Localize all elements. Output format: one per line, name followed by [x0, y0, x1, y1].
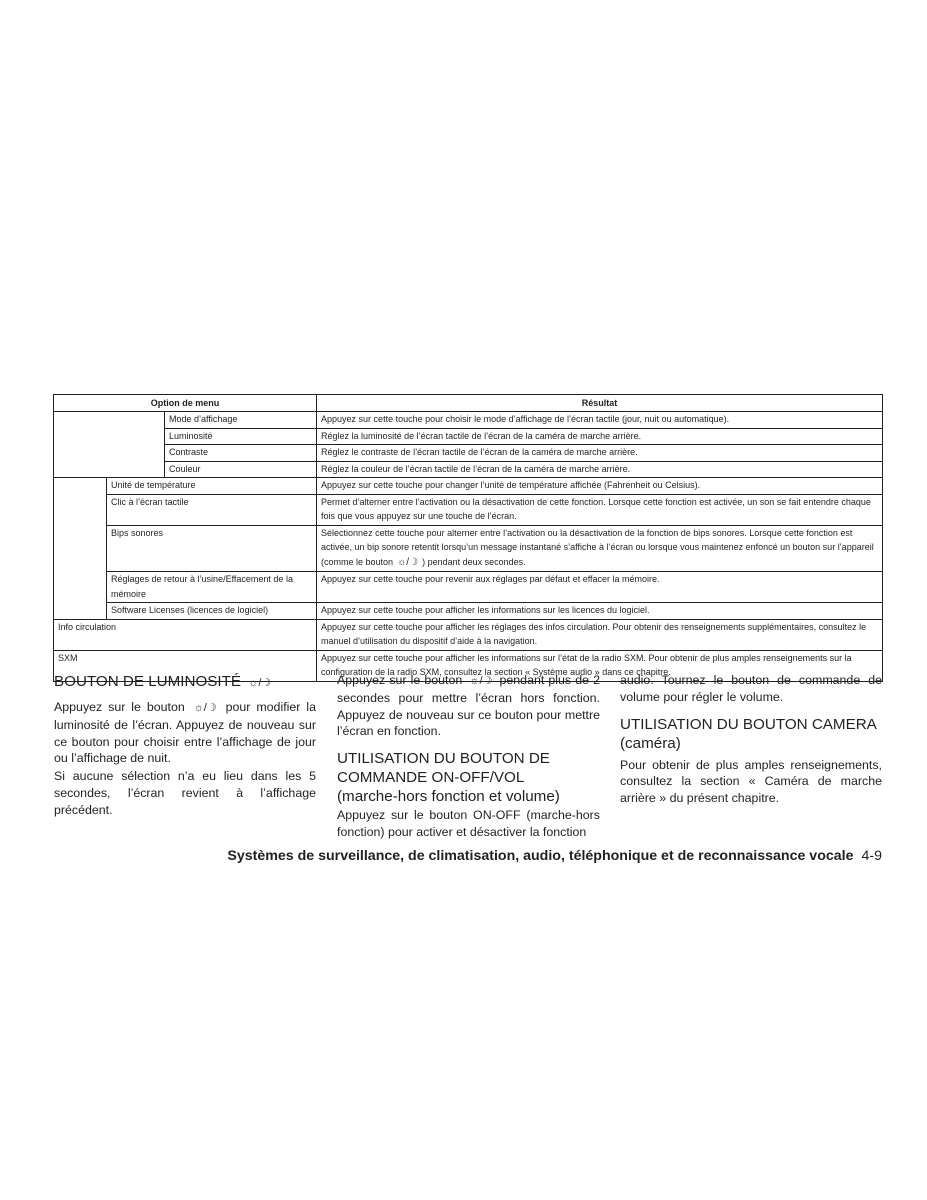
result-cell: Appuyez sur cette touche pour afficher les informations sur les licences du logiciel. [317, 603, 883, 620]
brightness-icon: ☼/☽ [193, 702, 217, 714]
option-cell: Réglages de retour à l’usine/Effacement de la mémoire [107, 572, 317, 603]
option-cell: Info circulation [54, 619, 317, 650]
table-row [54, 572, 883, 603]
table-row [54, 603, 883, 620]
indent-cell [54, 412, 165, 478]
result-cell: Appuyez sur cette touche pour changer l’unité de température affichée (Fahrenheit ou Celsius). [317, 478, 883, 495]
indent-cell [54, 478, 107, 620]
result-cell: Appuyez sur cette touche pour afficher les informations sur l’état de la radio SXM. Pour obtenir de plus amples renseignements sur la configuration de la radio SXM, consultez la section « Système audio » dans ce chapitre. [317, 650, 883, 681]
table-row [54, 478, 883, 495]
result-cell: Réglez la couleur de l’écran tactile de l’écran de la caméra de marche arrière. [317, 461, 883, 478]
table-row [54, 428, 883, 445]
text-run: Appuyez sur le bouton [54, 700, 185, 714]
text-column-2 [337, 672, 600, 841]
text-column-3 [620, 672, 882, 807]
result-cell: Appuyez sur cette touche pour revenir aux réglages par défaut et effacer la mémoire. [317, 572, 883, 603]
result-cell: Permet d’alterner entre l’activation ou la désactivation de cette fonction. Lorsque cette fonction est activée, un son se fait entendre chaque fois que vous appuyez sur une touche de l’écran. [317, 494, 883, 525]
text-run: Appuyez sur le bouton [337, 673, 463, 687]
text-run: pour modifier la luminosité de l’écran. Appuyez de nouveau sur ce bouton pour choisir entre l’affichage de jour ou l’affichage de nuit. [54, 700, 316, 766]
paragraph: Si aucune sélection n’a eu lieu dans les 5 secondes, l’écran revient à l’affichage précédent. [54, 769, 316, 817]
camera-heading: UTILISATION DU BOUTON CAMERA (caméra) [620, 715, 876, 752]
result-text: Sélectionnez cette touche pour alterner entre l’activation ou la désactivation de la fonction de bips sonores. Lorsque cette fonction est activée, un bip sonore retentit lorsqu’un message instantané s’affiche à l’écran ou lorsque vous maintenez enfoncé un bouton sur l’appareil (comme le bouton [321, 527, 874, 567]
table-header-row [54, 395, 883, 412]
brightness-icon: ☼/☽ [397, 556, 419, 568]
menu-options-table [53, 394, 883, 682]
page-number: 4-9 [861, 848, 882, 864]
header-result: Résultat [317, 395, 883, 412]
paragraph: audio. Tournez le bouton de commande de volume pour régler le volume. [620, 673, 882, 704]
option-cell: Luminosité [165, 428, 317, 445]
result-cell: Réglez le contraste de l’écran tactile de l’écran de la caméra de marche arrière. [317, 445, 883, 462]
chapter-title: Systèmes de surveillance, de climatisation, audio, téléphonique et de reconnaissance vocale [227, 848, 854, 864]
header-option: Option de menu [54, 395, 317, 412]
table-row [54, 619, 883, 650]
heading-text: BOUTON DE LUMINOSITÉ [54, 673, 242, 690]
table-row [54, 445, 883, 462]
paragraph: Pour obtenir de plus amples renseignements, consultez la section « Caméra de marche arrière » du présent chapitre. [620, 757, 882, 806]
option-cell: Contraste [165, 445, 317, 462]
brightness-icon: ☼/☽ [469, 675, 493, 687]
option-cell: Mode d’affichage [165, 412, 317, 429]
result-cell: Réglez la luminosité de l’écran tactile de l’écran de la caméra de marche arrière. [317, 428, 883, 445]
text-column-1 [54, 672, 316, 819]
option-cell: Bips sonores [107, 525, 317, 572]
table-row [54, 525, 883, 572]
paragraph: Appuyez sur le bouton ON-OFF (marche-hors fonction) pour activer et désactiver la fonction [337, 808, 600, 839]
on-off-vol-heading: UTILISATION DU BOUTON DE COMMANDE ON-OFF/VOL [337, 750, 550, 787]
result-cell: Appuyez sur cette touche pour choisir le mode d’affichage de l’écran tactile (jour, nuit ou automatique). [317, 412, 883, 429]
result-cell [317, 525, 883, 572]
result-text-end: ) pendant deux secondes. [422, 556, 526, 567]
option-cell: Unité de température [107, 478, 317, 495]
option-cell: Software Licenses (licences de logiciel) [107, 603, 317, 620]
brightness-heading [54, 672, 316, 693]
option-cell: Couleur [165, 461, 317, 478]
page-footer [227, 848, 882, 864]
option-cell: Clic à l’écran tactile [107, 494, 317, 525]
on-off-vol-subheading: (marche-hors fonction et volume) [337, 788, 560, 806]
table-row [54, 461, 883, 478]
brightness-icon: ☼/☽ [248, 677, 272, 689]
table-row [54, 412, 883, 429]
paragraph [337, 672, 600, 740]
table-row [54, 494, 883, 525]
paragraph [54, 699, 316, 767]
text-run: pendant plus de 2 secondes pour mettre l’écran hors fonction. Appuyez de nouveau sur ce bouton pour mettre l’écran en fonction. [337, 673, 600, 739]
option-cell: SXM [54, 650, 317, 681]
result-cell: Appuyez sur cette touche pour afficher les réglages des infos circulation. Pour obtenir des renseignements supplémentaires, consultez le manuel d’utilisation du dispositif d’aide à la navigation. [317, 619, 883, 650]
